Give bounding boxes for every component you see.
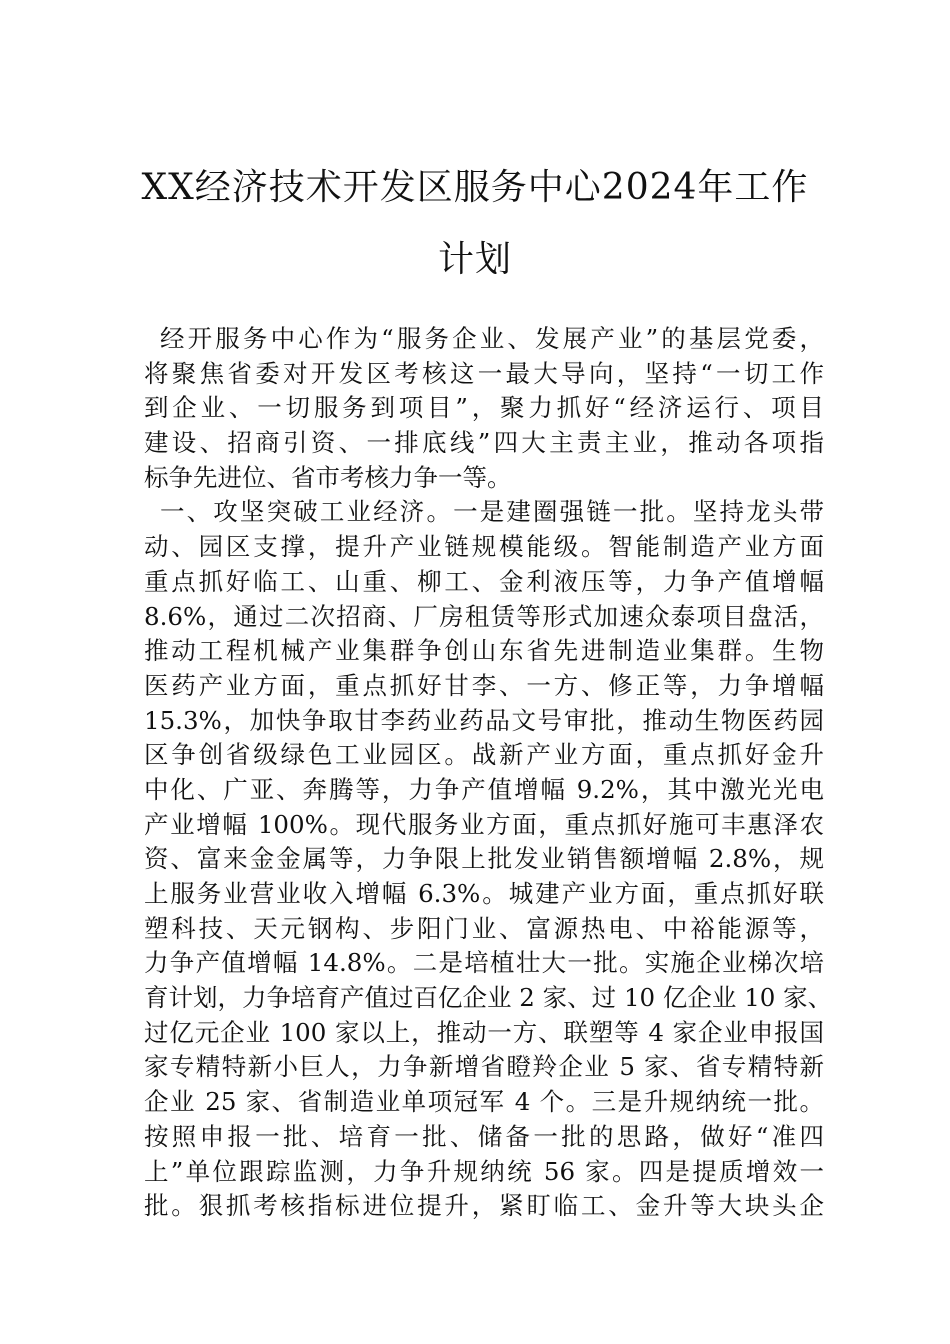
paragraph-section1-line-18: 企业 25 家、省制造业单项冠军 4 个。三是升规纳统一批。 <box>144 1087 824 1117</box>
paragraph-section1-line-12: 上服务业营业收入增幅 6.3%。城建产业方面，重点抓好联 <box>144 879 824 908</box>
paragraph-section1-line-6: 医药产业方面，重点抓好甘李、一方、修正等，力争增幅 <box>144 670 824 700</box>
paragraph-section1-line-1: 一、攻坚突破工业经济。一是建圈强链一批。坚持龙头带 <box>160 497 824 527</box>
paragraph-section1-line-3: 重点抓好临工、山重、柳工、金利液压等，力争产值增幅 <box>144 566 824 596</box>
paragraph-section1-line-13: 塑科技、天元钢构、步阳门业、富源热电、中裕能源等， <box>144 913 824 943</box>
paragraph-section1-line-5: 推动工程机械产业集群争创山东省先进制造业集群。生物 <box>144 636 824 666</box>
document-title-line-1: XX经济技术开发区服务中心2024年工作 <box>141 167 809 208</box>
paragraph-intro-line-5: 标争先进位、省市考核力争一等。 <box>144 462 512 492</box>
paragraph-section1-line-17: 家专精特新小巨人，力争新增省瞪羚企业 5 家、省专精特新 <box>144 1052 824 1082</box>
paragraph-intro-line-1: 经开服务中心作为“服务企业、发展产业”的基层党委， <box>160 324 824 353</box>
paragraph-intro-line-2: 将聚焦省委对开发区考核这一最大导向，坚持“一切工作 <box>144 358 824 388</box>
paragraph-section1-line-20: 上”单位跟踪监测，力争升规纳统 56 家。四是提质增效一 <box>144 1156 824 1186</box>
paragraph-section1-line-8: 区争创省级绿色工业园区。战新产业方面，重点抓好金升 <box>144 740 824 770</box>
paragraph-section1-line-4: 8.6%，通过二次招商、厂房租赁等形式加速众泰项目盘活， <box>144 601 824 631</box>
paragraph-intro-line-3: 到企业、一切服务到项目”，聚力抓好“经济运行、项目 <box>144 393 824 423</box>
document-title-line-2: 计划 <box>437 239 512 280</box>
paragraph-section1-line-10: 产业增幅 100%。现代服务业方面，重点抓好施可丰惠泽农 <box>144 809 824 839</box>
paragraph-section1-line-19: 按照申报一批、培育一批、储备一批的思路，做好“准四 <box>144 1121 824 1151</box>
paragraph-section1-line-9: 中化、广亚、奔腾等，力争产值增幅 9.2%，其中激光光电 <box>144 774 824 804</box>
paragraph-section1-line-21: 批。狠抓考核指标进位提升，紧盯临工、金升等大块头企 <box>144 1191 824 1221</box>
paragraph-section1-line-15: 育计划，力争培育产值过百亿企业 2 家、过 10 亿企业 10 家、 <box>144 983 833 1013</box>
paragraph-section1-line-7: 15.3%，加快争取甘李药业药品文号审批，推动生物医药园 <box>144 705 824 735</box>
paragraph-section1-line-11: 资、富来金金属等，力争限上批发业销售额增幅 2.8%，规 <box>144 844 824 874</box>
paragraph-section1-line-16: 过亿元企业 100 家以上，推动一方、联塑等 4 家企业申报国 <box>144 1017 824 1047</box>
paragraph-section1-line-2: 动、园区支撑，提升产业链规模能级。智能制造产业方面 <box>144 532 824 562</box>
document-body <box>144 322 833 1224</box>
paragraph-intro-line-4: 建设、招商引资、一排底线”四大主责主业，推动各项指 <box>144 428 824 458</box>
paragraph-section1-line-14: 力争产值增幅 14.8%。二是培植壮大一批。实施企业梯次培 <box>144 948 824 978</box>
